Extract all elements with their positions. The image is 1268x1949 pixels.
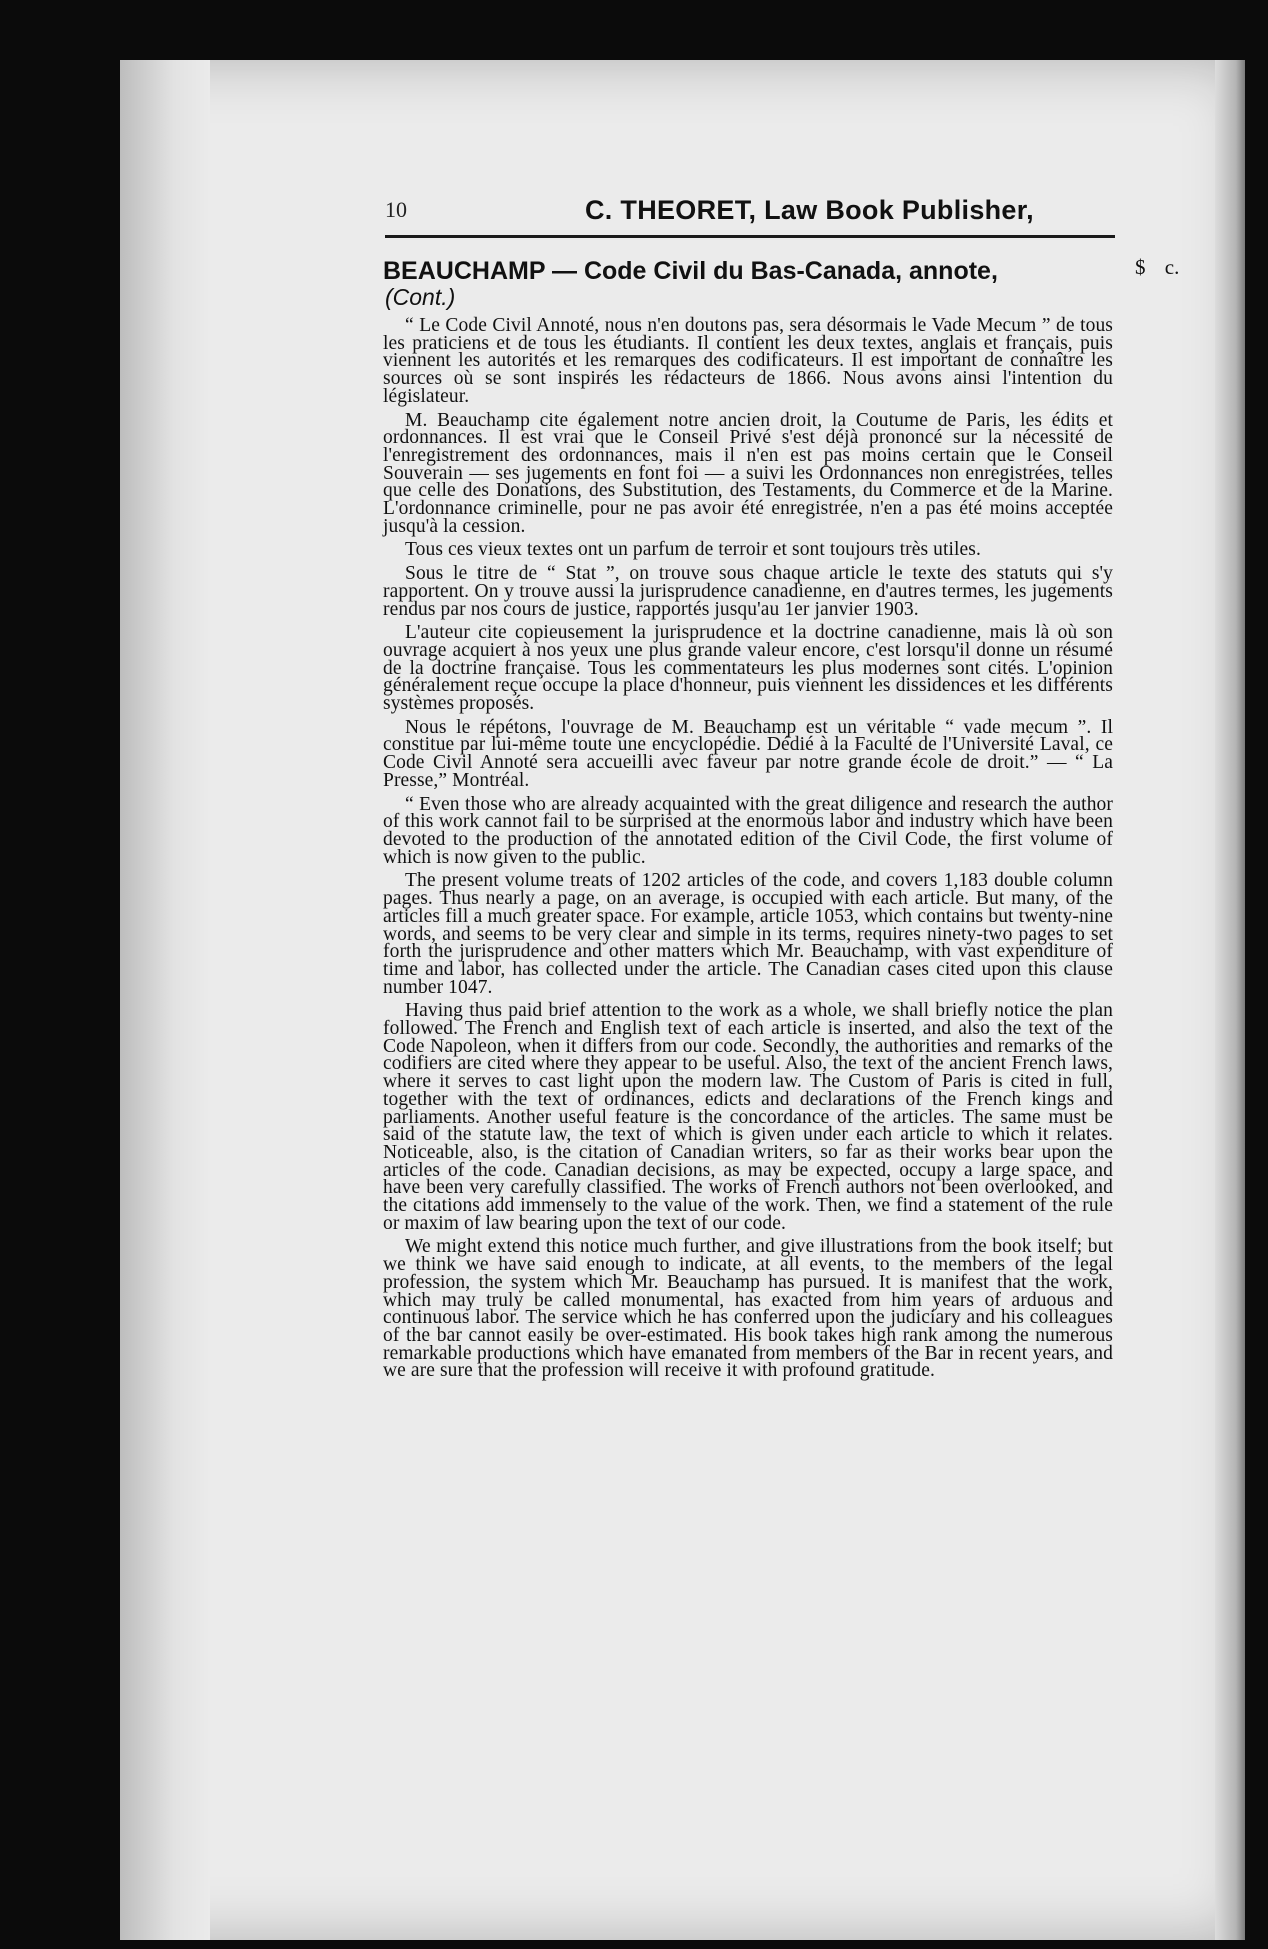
paragraph: M. Beauchamp cite également notre ancien droit, la Coutume de Paris, les édits et ordonnances. Il est vrai que le Conseil Privé s'est déjà prononcé sur la nécessité de l'enregistrement des ordonnances, mais il n'en est pas moins certain que le Conseil Souverain — ses jugements en font foi — a suivi les Ordonnances non enregistrées, telles que celle des Donations, des Substitution, des Testaments, du Commerce et de la Marine. L'ordonnance criminelle, pour ne pas avoir été enregistrée, n'en a pas été moins acceptée jusqu'à la cession. bbox=[383, 409, 1113, 537]
entry-continued-label: (Cont.) bbox=[385, 284, 456, 310]
page-gutter-shadow bbox=[120, 60, 210, 1940]
catalog-entry bbox=[383, 257, 1113, 1386]
paragraph: Tous ces vieux textes ont un parfum de terroir et sont toujours très utiles. bbox=[405, 539, 981, 561]
running-title: C. THEORET, Law Book Publisher, bbox=[585, 195, 1034, 225]
page-edge-shadow bbox=[1215, 60, 1245, 1940]
paragraph: We might extend this notice much further, and give illustrations from the book itself; but we think we have said enough to indicate, at all events, to the members of the legal profession, the system which Mr. Beauchamp has pursued. It is manifest that the work, which may truly be called monumental, has exacted from him years of arduous and continuous labor. The service which he has conferred upon the judiciary and his colleagues of the bar cannot easily be over-estimated. His book takes high rank among the numerous remarkable productions which have emanated from members of the Bar in recent years, and we are sure that the profession will receive it with profound gratitude. bbox=[383, 1236, 1113, 1382]
paragraph: L'auteur cite copieusement la jurisprudence et la doctrine canadienne, mais là où son ouvrage acquiert à nos yeux une plus grande valeur encore, c'est lorsqu'il donne un résumé de la doctrine française. Tous les commentateurs les plus modernes sont cités. L'opinion généralement reçue occupe la place d'honneur, puis viennent les dissidences et les différents systèmes proposés. bbox=[383, 622, 1113, 715]
entry-title: BEAUCHAMP — Code Civil du Bas-Canada, annote, bbox=[383, 257, 998, 285]
page-number: 10 bbox=[385, 197, 407, 222]
paragraph: “ Le Code Civil Annoté, nous n'en doutons pas, sera désormais le Vade Mecum ” de tous les praticiens et de tous les étudiants. Il contient les deux textes, anglais et français, puis viennent les autorités et les remarques des codificateurs. Il est important de connaître les sources où se sont inspirés les rédacteurs de 1866. Nous avons ainsi l'intention du législateur. bbox=[383, 315, 1113, 407]
paragraph: Nous le répétons, l'ouvrage de M. Beauchamp est un véritable “ vade mecum ”. Il constitue par lui-même toute une encyclopédie. Dédié à la Faculté de l'Université Laval, ce Code Civil Annoté sera accueilli avec faveur par notre grande école de droit.” — “ La Presse,” Montréal. bbox=[383, 716, 1113, 791]
paragraph: The present volume treats of 1202 articles of the code, and covers 1,183 double column pages. Thus nearly a page, on an average, is occupied with each article. But many, of the articles fill a much greater space. For example, article 1053, which contains but twenty-nine words, and seems to be very clear and simple in its terms, requires ninety-two pages to set forth the jurisprudence and other matters which Mr. Beauchamp, with vast expenditure of time and labor, has collected under the article. The Canadian cases cited upon this clause number 1047. bbox=[383, 870, 1113, 998]
entry-body bbox=[383, 317, 1113, 1380]
price-column-heading: $ c. bbox=[1135, 255, 1180, 279]
paragraph: Having thus paid brief attention to the work as a whole, we shall briefly notice the plan followed. The French and English text of each article is inserted, and also the text of the Code Napoleon, when it differs from our code. Secondly, the authorities and remarks of the codifiers are cited where they appear to be useful. Also, the text of the ancient French laws, where it serves to cast light upon the modern law. The Custom of Paris is cited in full, together with the text of ordinances, edicts and declarations of the French kings and parliaments. Another useful feature is the concordance of the articles. The same must be said of the statute law, the text of which is given under each article to which it relates. Noticeable, also, is the citation of Canadian writers, so far as their works bear upon the articles of the code. Canadian decisions, as may be expected, occupy a large space, and have been very carefully classified. The works of French authors not been overlooked, and the citations add immensely to the value of the work. Then, we find a statement of the rule or maxim of law bearing upon the text of our code. bbox=[383, 1000, 1113, 1234]
paragraph: Sous le titre de “ Stat ”, on trouve sous chaque article le texte des statuts qui s'y rapportent. On y trouve aussi la jurisprudence canadienne, en d'autres termes, les jugements rendus par nos cours de justice, rapportés jusqu'au 1er janvier 1903. bbox=[383, 563, 1113, 620]
page-header bbox=[385, 195, 1115, 238]
paragraph: “ Even those who are already acquainted with the great diligence and research the author of this work cannot fail to be surprised at the enormous labor and industry which have been devoted to the production of the annotated edition of the Civil Code, the first volume of which is now given to the public. bbox=[383, 793, 1113, 868]
